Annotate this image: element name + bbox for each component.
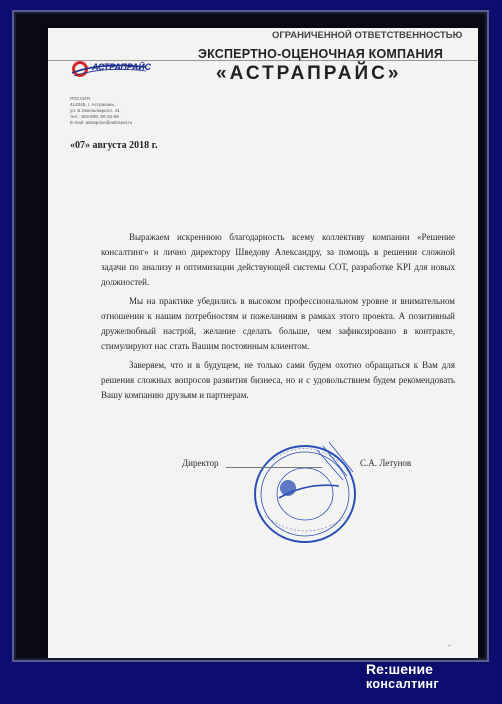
company-address xyxy=(70,96,132,126)
letter-body xyxy=(101,230,455,407)
brand-line-2: консалтинг xyxy=(366,677,439,691)
paragraph: Заверяем, что и в будущем, не только сами будем охотно обращаться к Вам для решения сложных вопросов развития бизнеса, но и с удовольствием будем рекомендовать Вашу компанию друзьям и партнерам. xyxy=(101,360,455,400)
letter-date: «07» августа 2018 г. xyxy=(70,140,158,151)
logo-text: АСТРАПРАЙС xyxy=(92,62,151,72)
letter-page xyxy=(48,28,478,658)
signature-underline xyxy=(226,467,322,468)
address-line: тел.: 303-808, 50-32-69 xyxy=(70,114,119,119)
address-line: РОССИЯ xyxy=(70,96,90,101)
signer-name: С.А. Летунов xyxy=(360,458,412,468)
company-kind: ЭКСПЕРТНО-ОЦЕНОЧНАЯ КОМПАНИЯ xyxy=(198,47,444,61)
org-type: ОГРАНИЧЕННОЙ ОТВЕТСТВЕННОСТЬЮ xyxy=(272,30,462,41)
address-line: E-mail: astraprice@astranet.ru xyxy=(70,120,133,125)
address-line: ул. Б.Хмельницкого, 41, xyxy=(70,108,121,113)
company-stamp xyxy=(243,436,371,546)
company-name: «АСТРАПРАЙС» xyxy=(216,63,402,84)
paragraph: Мы на практике убедились в высоком профессиональном уровне и внимательном отношении к нашим потребностям и пожеланиям в рамках этого проекта. А позитивный дружелюбный настрой, желание сделать больше, чем зафиксировано в контракте, стимулируют нас стать Вашим постоянным клиентом. xyxy=(101,296,455,351)
document-frame xyxy=(12,10,489,662)
address-line: 414045, г. Астрахань, xyxy=(70,102,116,107)
page-mark: ⌐ xyxy=(448,643,452,649)
brand-logo xyxy=(366,662,496,691)
paragraph: Выражаем искреннюю благодарность всему коллективу компании «Решение консалтинг» и лично директору Шведову Александру, за помощь в решении сложной задачи по анализу и оптимизации действующей системы СОТ, разработке KPI для новых должностей. xyxy=(101,232,455,287)
signer-title: Директор xyxy=(182,458,219,468)
brand-line-1: Re:шение xyxy=(366,661,433,677)
